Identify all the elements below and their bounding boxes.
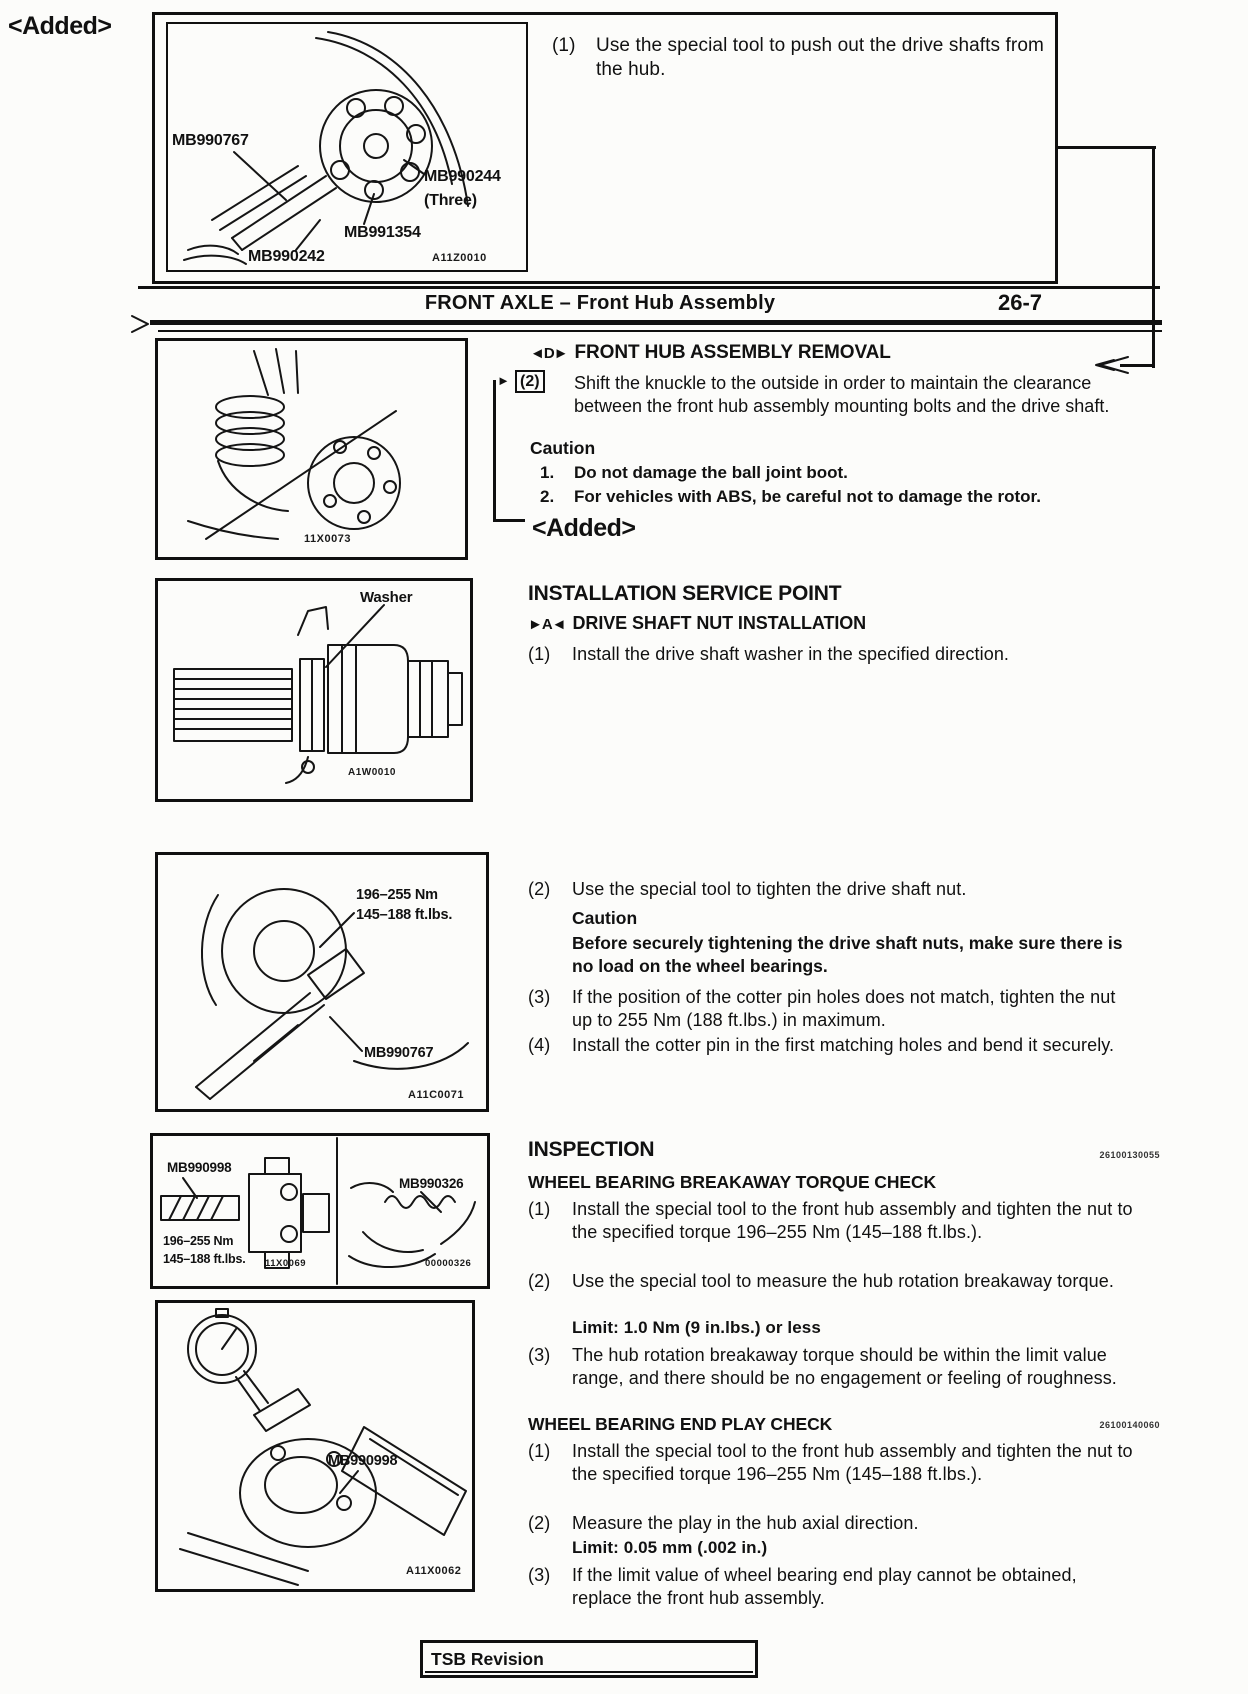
figure-inspection-tools	[150, 1133, 490, 1289]
step-text: Install the drive shaft washer in the specified direction.	[572, 644, 1010, 664]
breakaway-step-2	[528, 1270, 1140, 1293]
tool-label: MB991354	[344, 224, 421, 241]
limit-value: Limit: 1.0 Nm (9 in.lbs.) or less	[572, 1318, 821, 1337]
endplay-step-2	[528, 1512, 1140, 1535]
caution-title: Caution	[572, 908, 638, 928]
step-number: (3)	[528, 987, 551, 1007]
inspection-heading: INSPECTION	[528, 1138, 655, 1161]
header-rule-top	[138, 286, 1160, 289]
installation-heading: INSTALLATION SERVICE POINT	[528, 582, 842, 605]
torque-spec-label: 145–188 ft.lbs.	[163, 1252, 246, 1266]
step-number: (1)	[528, 1199, 551, 1219]
added-label-top: <Added>	[8, 12, 112, 40]
step-text: Use the special tool to tighten the drive shaft nut.	[572, 879, 967, 899]
torque-spec-label: 196–255 Nm	[356, 887, 438, 903]
install-step-3	[528, 986, 1140, 1032]
install-step-1	[528, 643, 1140, 666]
figure-code: 11X0073	[304, 533, 351, 545]
caution-number: 2.	[540, 487, 555, 506]
caution-item	[540, 462, 1162, 484]
section-code: 26100130055	[1099, 1150, 1160, 1160]
added-label-mid: <Added>	[532, 514, 636, 542]
figure-code: 00000326	[425, 1258, 472, 1269]
page-title: FRONT AXLE – Front Hub Assembly	[424, 292, 776, 314]
caution-title: Caution	[530, 438, 596, 458]
step-number: (1)	[528, 644, 551, 664]
endplay-check-heading	[528, 1414, 832, 1435]
figure-push-out-tools	[166, 22, 528, 272]
endplay-step-1	[528, 1440, 1140, 1486]
tool-label: MB990998	[167, 1160, 232, 1175]
figure-code: 11X0069	[265, 1258, 307, 1269]
tsb-underline	[425, 1671, 753, 1673]
step-pointer-icon: ►	[497, 373, 510, 388]
tsb-revision-box	[420, 1640, 758, 1678]
step-text: Measure the play in the hub axial direction.	[572, 1513, 919, 1533]
figure-code: A11Z0010	[432, 252, 487, 264]
step-number: (3)	[528, 1345, 551, 1365]
caution-text: For vehicles with ABS, be careful not to damage the rotor.	[574, 487, 1041, 506]
step-number: (2)	[528, 879, 551, 899]
scan-chevron-mark	[130, 314, 154, 334]
caution-number: 1.	[540, 463, 555, 482]
tool-label: MB990998	[328, 1453, 398, 1469]
service-point-d-marker: ◄D►	[530, 345, 568, 362]
step-text: If the limit value of wheel bearing end play cannot be obtained, replace the front hub assembly.	[572, 1565, 1077, 1609]
endplay-check-heading-text: WHEEL BEARING END PLAY CHECK	[528, 1414, 833, 1434]
tool-label: MB990767	[172, 132, 249, 149]
step-text: Use the special tool to push out the drive shafts from the hub.	[596, 35, 1044, 81]
step-number: (4)	[528, 1035, 551, 1055]
bracket-line	[493, 380, 496, 522]
washer-label: Washer	[360, 589, 413, 606]
step-text: Use the special tool to measure the hub rotation breakaway torque.	[572, 1271, 1114, 1291]
figure-washer-drawing	[158, 581, 470, 799]
tool-label: MB990767	[364, 1045, 434, 1061]
step-number: (1)	[528, 1441, 551, 1461]
figure-code: A11C0071	[408, 1089, 464, 1101]
torque-spec-label: 145–188 ft.lbs.	[356, 907, 453, 923]
header-rule-bottom	[150, 320, 1162, 325]
step-text: Install the special tool to the front hub assembly and tighten the nut to the specified torque 196–255 Nm (145–188 ft.lbs.).	[572, 1441, 1133, 1485]
step-text: Install the special tool to the front hub assembly and tighten the nut to the specified torque 196–255 Nm (145–188 ft.lbs.).	[572, 1199, 1133, 1243]
tool-label: MB990244	[424, 168, 501, 185]
step-1-push-out	[552, 34, 1052, 83]
caution-item	[540, 486, 1162, 508]
breakaway-step-1	[528, 1198, 1140, 1244]
header-rule-bottom-2	[158, 330, 1162, 332]
figure-code: A11X0062	[406, 1565, 462, 1577]
install-step-2	[528, 878, 1140, 901]
page-number: 26-7	[998, 290, 1043, 315]
breakaway-check-heading	[528, 1172, 936, 1193]
limit-value: Limit: 0.05 mm (.002 in.)	[572, 1538, 768, 1557]
caution-text: Before securely tightening the drive shaft nuts, make sure there is no load on the wheel bearings.	[572, 933, 1123, 976]
connector-line	[1152, 146, 1155, 368]
tool-qty-label: (Three)	[424, 192, 477, 209]
breakaway-check-heading-text: WHEEL BEARING BREAKAWAY TORQUE CHECK	[528, 1172, 937, 1192]
step-number: (2)	[528, 1271, 551, 1291]
removal-heading-text: FRONT HUB ASSEMBLY REMOVAL	[574, 342, 891, 363]
figure-endplay-drawing	[158, 1303, 472, 1589]
installation-subheading	[528, 613, 866, 634]
figure-washer	[155, 578, 473, 802]
figure-endplay-gauge	[155, 1300, 475, 1592]
installation-subheading-text: DRIVE SHAFT NUT INSTALLATION	[572, 613, 867, 633]
breakaway-step-3	[528, 1344, 1140, 1390]
figure-code: A1W0010	[348, 767, 396, 778]
step-text: The hub rotation breakaway torque should be within the limit value range, and there should be no engagement or feeling of roughness.	[572, 1345, 1117, 1389]
step-2-text: Shift the knuckle to the outside in order to maintain the clearance between the front hub assembly mounting bolts and the drive shaft.	[574, 373, 1110, 417]
tsb-revision-label: TSB Revision	[431, 1649, 544, 1669]
torque-spec-label: 196–255 Nm	[163, 1234, 234, 1248]
tool-label: MB990242	[248, 248, 325, 265]
step-text: Install the cotter pin in the first matching holes and bend it securely.	[572, 1035, 1115, 1055]
step-2-number-box: (2)	[515, 370, 545, 393]
service-point-a-marker: ►A◄	[528, 616, 566, 633]
tool-label: MB990326	[399, 1176, 464, 1191]
figure-tighten-nut	[155, 852, 489, 1112]
bracket-line	[493, 519, 525, 522]
step-text: If the position of the cotter pin holes does not match, tighten the nut up to 255 Nm (188 ft.lbs.) in maximum.	[572, 987, 1116, 1031]
endplay-step-3	[528, 1564, 1140, 1610]
caution-text: Do not damage the ball joint boot.	[574, 463, 848, 482]
connector-line	[1058, 146, 1156, 149]
step-number: (1)	[552, 35, 576, 56]
step-number: (3)	[528, 1565, 551, 1585]
section-code: 26100140060	[1099, 1420, 1160, 1430]
step-number: (2)	[528, 1513, 551, 1533]
install-step-4	[528, 1034, 1140, 1057]
removal-heading	[530, 342, 891, 364]
figure-knuckle	[155, 338, 468, 560]
figure-knuckle-drawing	[158, 341, 465, 557]
